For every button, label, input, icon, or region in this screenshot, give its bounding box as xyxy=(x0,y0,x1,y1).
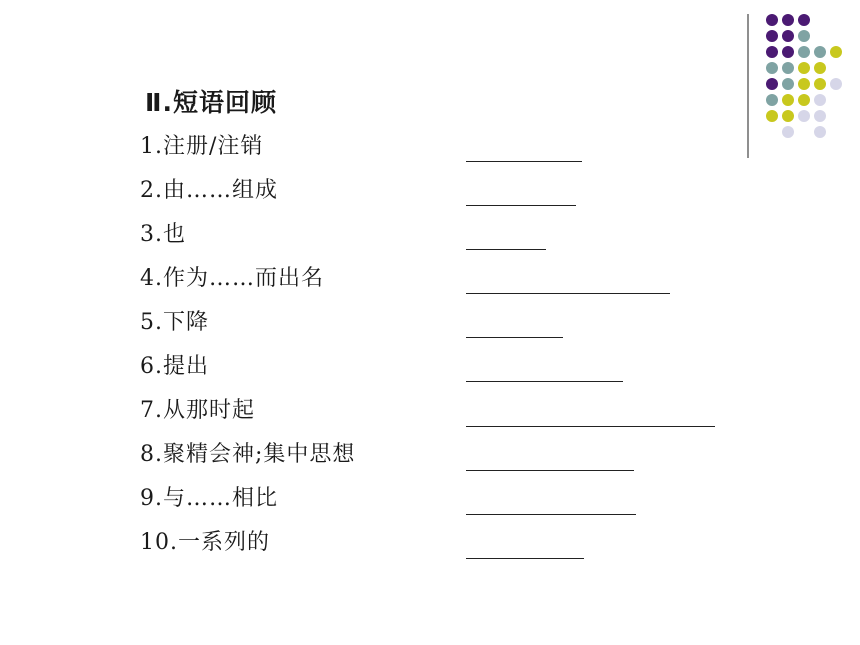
decorative-dot xyxy=(814,94,826,106)
decorative-dot xyxy=(814,126,826,138)
decorative-dot xyxy=(814,78,826,90)
answer-blank-5 xyxy=(466,337,563,338)
answer-blank-9 xyxy=(466,514,636,515)
phrase-item-4: 4.作为……而出名 xyxy=(140,266,324,291)
decorative-dot xyxy=(782,14,794,26)
divider-line xyxy=(747,14,749,158)
decorative-dot xyxy=(766,110,778,122)
phrase-item-6: 6.提出 xyxy=(140,354,209,379)
decorative-dot xyxy=(814,62,826,74)
phrase-item-3: 3.也 xyxy=(140,222,186,247)
decorative-dot xyxy=(782,46,794,58)
decorative-dot xyxy=(798,94,810,106)
decorative-dot xyxy=(830,46,842,58)
decorative-dot-grid xyxy=(760,8,860,143)
answer-blank-6 xyxy=(466,381,623,382)
answer-blank-10 xyxy=(466,558,584,559)
decorative-dot xyxy=(830,78,842,90)
decorative-dot xyxy=(782,30,794,42)
phrase-item-8: 8.聚精会神;集中思想 xyxy=(140,442,356,467)
decorative-dot xyxy=(766,94,778,106)
phrase-item-1: 1.注册/注销 xyxy=(140,134,264,159)
answer-blank-2 xyxy=(466,205,576,206)
decorative-dot xyxy=(798,14,810,26)
decorative-dot xyxy=(782,94,794,106)
decorative-dot xyxy=(766,78,778,90)
decorative-dot xyxy=(814,110,826,122)
section-title: Ⅱ.短语回顾 xyxy=(145,88,277,117)
decorative-dot xyxy=(782,126,794,138)
decorative-dot xyxy=(782,110,794,122)
answer-blank-8 xyxy=(466,470,634,471)
phrase-item-7: 7.从那时起 xyxy=(140,398,255,423)
decorative-dot xyxy=(798,110,810,122)
decorative-dot xyxy=(766,46,778,58)
decorative-dot xyxy=(814,46,826,58)
answer-blank-3 xyxy=(466,249,546,250)
decorative-dot xyxy=(798,30,810,42)
decorative-dot xyxy=(782,78,794,90)
decorative-dot xyxy=(766,30,778,42)
decorative-dot xyxy=(766,62,778,74)
decorative-dot xyxy=(782,62,794,74)
decorative-dot xyxy=(766,14,778,26)
phrase-item-2: 2.由……组成 xyxy=(140,178,278,203)
answer-blank-4 xyxy=(466,293,670,294)
decorative-dot xyxy=(798,62,810,74)
phrase-item-5: 5.下降 xyxy=(140,310,209,335)
phrase-item-10: 10.一系列的 xyxy=(140,530,270,555)
phrase-item-9: 9.与……相比 xyxy=(140,486,278,511)
answer-blank-1 xyxy=(466,161,582,162)
answer-blank-7 xyxy=(466,426,715,427)
decorative-dot xyxy=(798,78,810,90)
decorative-dot xyxy=(798,46,810,58)
